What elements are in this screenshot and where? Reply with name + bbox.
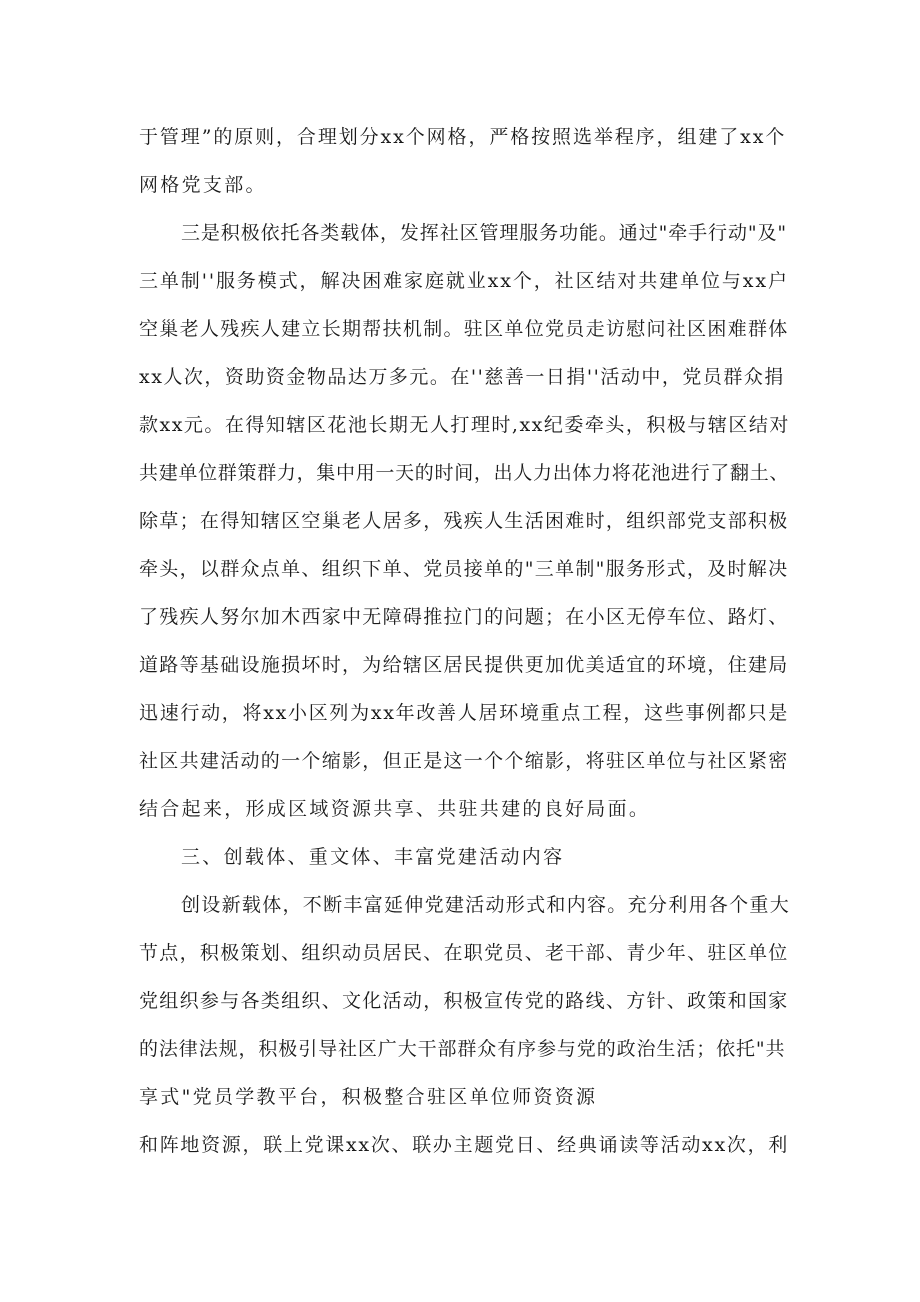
text-line: 网格党支部。 <box>139 174 267 196</box>
text-line: 三是积极依托各类载体，发挥社区管理服务功能。通过"牵手行动"及" <box>181 222 788 244</box>
text-line: 社区共建活动的一个缩影，但正是这一个个缩影，将驻区单位与社区紧密 <box>139 750 789 772</box>
text-line: 道路等基础设施损坏时，为给辖区居民提供更加优美适宜的环境，住建局 <box>139 654 789 676</box>
text-line: 除草；在得知辖区空巢老人居多，残疾人生活困难时，组织部党支部积极 <box>139 510 789 532</box>
text-line: 节点，积极策划、组织动员居民、在职党员、老干部、青少年、驻区单位 <box>139 942 789 964</box>
text-line: 了残疾人努尔加木西家中无障碍推拉门的问题；在小区无停车位、路灯、 <box>139 606 789 628</box>
text-line: 空巢老人残疾人建立长期帮扶机制。驻区单位党员走访慰问社区困难群体 <box>139 318 789 340</box>
text-line: 迅速行动，将xx小区列为xx年改善人居环境重点工程，这些事例都只是 <box>139 702 789 724</box>
text-line: 结合起来，形成区域资源共享、共驻共建的良好局面。 <box>139 798 651 820</box>
text-line: 款xx元。在得知辖区花池长期无人打理时,xx纪委牵头，积极与辖区结对 <box>139 414 790 436</box>
text-line: 的法律法规，积极引导社区广大干部群众有序参与党的政治生活；依托"共 <box>139 1038 786 1060</box>
text-line: 共建单位群策群力，集中用一天的时间，出人力出体力将花池进行了翻土、 <box>139 462 790 484</box>
section-heading: 三、创载体、重文体、丰富党建活动内容 <box>181 846 565 868</box>
text-line: 创设新载体，不断丰富延伸党建活动形式和内容。充分利用各个重大 <box>181 894 791 916</box>
text-line: 于管理”的原则，合理划分xx个网格，严格按照选举程序，组建了xx个 <box>139 126 787 148</box>
text-line: 牵头，以群众点单、组织下单、党员接单的"三单制"服务形式，及时解决 <box>139 558 789 580</box>
text-line: 党组织参与各类组织、文化活动，积极宣传党的路线、方针、政策和国家 <box>139 990 789 1012</box>
text-line: 享式"党员学教平台，积极整合驻区单位师资资源 <box>139 1086 598 1108</box>
text-line: 和阵地资源，联上党课xx次、联办主题党日、经典诵读等活动xx次，利 <box>139 1134 789 1156</box>
text-line: 三单制''服务模式，解决困难家庭就业xx个，社区结对共建单位与xx户 <box>139 270 789 292</box>
text-line: xx人次，资助资金物品达万多元。在''慈善一日捐''活动中，党员群众捐 <box>139 366 785 388</box>
